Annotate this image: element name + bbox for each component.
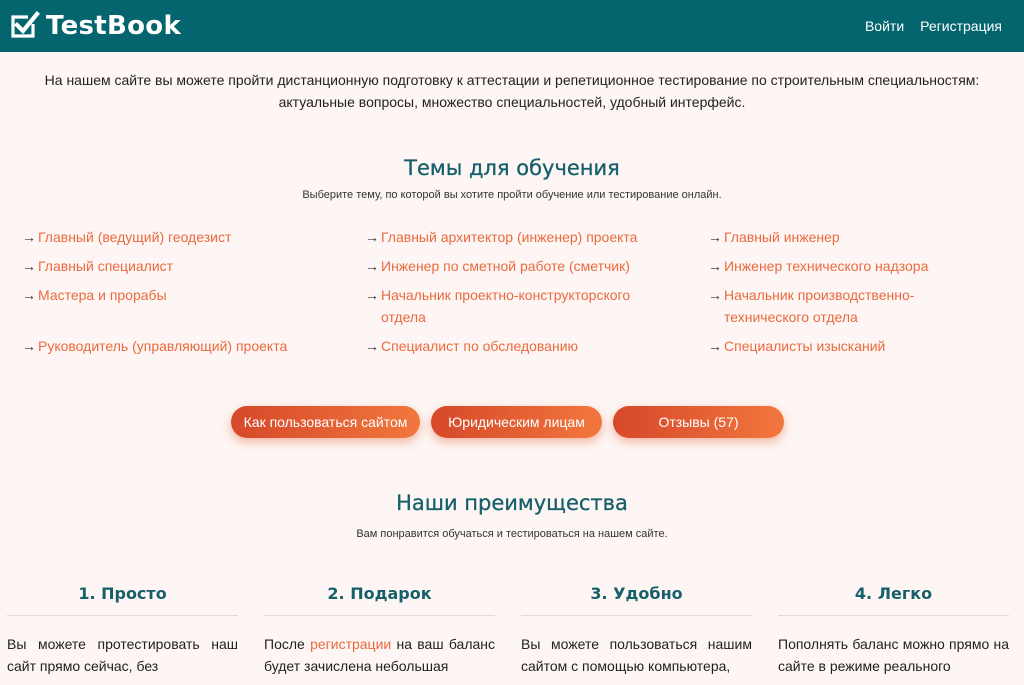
advantage-title: 2. Подарок (264, 584, 495, 616)
advantage-text-after: на ваш баланс будет зачислена небольшая (264, 636, 496, 674)
topic-link[interactable]: Специалисты изысканий (724, 338, 886, 354)
topic-item[interactable] (365, 284, 708, 328)
arrow-right-icon: → (365, 287, 379, 303)
topic-link[interactable]: Мастера и прорабы (38, 287, 167, 303)
arrow-right-icon: → (22, 258, 36, 274)
arrow-right-icon: → (22, 338, 36, 354)
advantage-text: Вы можете протестировать наш сайт прямо сейчас, без (7, 636, 238, 674)
advantages-subtitle: Вам понравится обучаться и тестироваться на нашем сайте. (356, 528, 668, 540)
topic-item[interactable] (708, 284, 1008, 328)
topic-link[interactable]: Руководитель (управляющий) проекта (38, 338, 288, 354)
topic-link[interactable]: Начальник проектно-конструкторского отдела (381, 287, 631, 325)
arrow-right-icon: → (708, 287, 722, 303)
arrow-right-icon: → (708, 338, 722, 354)
topic-item[interactable] (22, 226, 365, 248)
advantage-card (7, 584, 238, 677)
topic-item[interactable] (365, 335, 708, 357)
advantage-card (778, 584, 1009, 677)
arrow-right-icon: → (708, 229, 722, 245)
advantage-text-before: После (264, 636, 311, 652)
advantages-title: Наши преимущества (396, 491, 628, 515)
logo[interactable] (8, 10, 181, 42)
advantage-text (264, 633, 495, 677)
logo-text: TestBook (46, 11, 182, 41)
how-to-use-button[interactable]: Как пользоваться сайтом (231, 406, 420, 438)
topic-item[interactable] (708, 255, 1008, 277)
advantage-text: Пополнять баланс можно прямо на сайте в режиме реального (778, 636, 1009, 674)
topics-title: Темы для обучения (404, 156, 620, 180)
topic-link[interactable]: Специалист по обследованию (381, 338, 579, 354)
arrow-right-icon: → (365, 229, 379, 245)
intro-text (0, 52, 1024, 113)
advantages-grid (7, 584, 1017, 677)
top-header (0, 0, 1024, 52)
topic-link[interactable]: Инженер по сметной работе (сметчик) (381, 258, 630, 274)
topic-link[interactable]: Главный (ведущий) геодезист (38, 229, 232, 245)
topic-item[interactable] (365, 226, 708, 248)
arrow-right-icon: → (22, 229, 36, 245)
topic-item[interactable] (22, 335, 365, 357)
topics-subtitle: Выберите тему, по которой вы хотите пройти обучение или тестирование онлайн. (302, 189, 722, 201)
topic-link[interactable]: Главный инженер (724, 229, 840, 245)
advantage-title: 3. Удобно (521, 584, 752, 616)
header-nav (865, 18, 1002, 34)
topic-item[interactable] (708, 335, 1008, 357)
topic-item[interactable] (365, 255, 708, 277)
advantage-card (264, 584, 495, 677)
advantage-title: 4. Легко (778, 584, 1009, 616)
intro-line-2: актуальные вопросы, множество специальностей, удобный интерфейс. (278, 94, 746, 110)
topic-link[interactable]: Инженер технического надзора (724, 258, 929, 274)
login-link[interactable]: Войти (864, 18, 905, 34)
legal-entities-button[interactable]: Юридическим лицам (431, 406, 602, 438)
topic-item[interactable] (22, 284, 365, 328)
intro-line-1: На нашем сайте вы можете пройти дистанционную подготовку к аттестации и репетиционное тестирование по строительным специальностям: (44, 72, 980, 88)
advantage-card (521, 584, 752, 677)
topic-link[interactable]: Главный специалист (38, 258, 174, 274)
arrow-right-icon: → (365, 258, 379, 274)
topic-link[interactable]: Главный архитектор (инженер) проекта (381, 229, 638, 245)
arrow-right-icon: → (365, 338, 379, 354)
reviews-button[interactable]: Отзывы (57) (613, 406, 784, 438)
checkbox-checked-icon (8, 10, 40, 42)
topic-item[interactable] (708, 226, 1008, 248)
action-buttons (231, 406, 784, 438)
advantage-text: Вы можете пользоваться нашим сайтом с помощью компьютера, (521, 636, 752, 674)
arrow-right-icon: → (708, 258, 722, 274)
advantage-title: 1. Просто (7, 584, 238, 616)
topics-grid (22, 226, 1022, 357)
arrow-right-icon: → (22, 287, 36, 303)
topic-link[interactable]: Начальник производственно-технического отдела (724, 287, 915, 325)
register-link[interactable]: Регистрация (920, 18, 1002, 34)
registration-link[interactable]: регистрации (310, 636, 392, 652)
topic-item[interactable] (22, 255, 365, 277)
